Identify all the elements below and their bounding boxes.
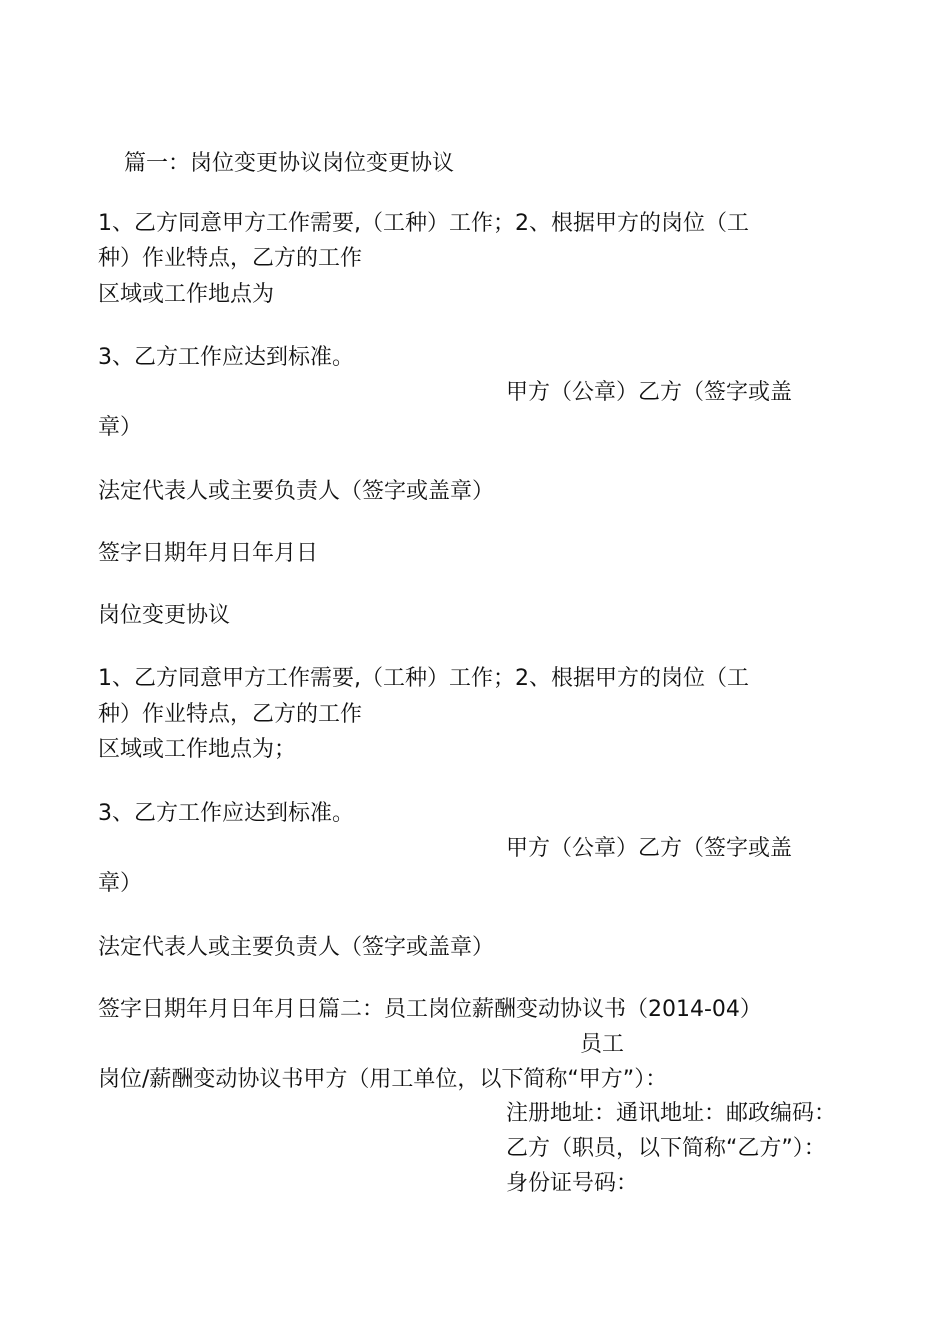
agreement-title: 岗位变更协议 (98, 603, 231, 628)
party-b-line: 乙方（职员，以下简称“乙方”）： (506, 1136, 826, 1161)
employee-label: 员工 (580, 1032, 625, 1057)
sign-date-and-section-2-title: 签字日期年月日年月日篇二：员工岗位薪酬变动协议书（2014-04） (98, 997, 762, 1022)
parties-signature-line-1-repeat: 甲方（公章）乙方（签字或盖 (506, 836, 793, 861)
parties-signature-line-1: 甲方（公章）乙方（签字或盖 (506, 380, 793, 405)
clause-3-repeat: 3、乙方工作应达到标准。 (98, 801, 354, 826)
clause-1-2-line-3: 区域或工作地点为 (98, 282, 275, 307)
parties-signature-line-2-repeat: 章） (98, 871, 143, 896)
legal-representative-line-repeat: 法定代表人或主要负责人（签字或盖章） (98, 935, 495, 960)
clause-1-2-line-2: 种）作业特点，乙方的工作 (98, 246, 363, 271)
clause-1-2-line-1: 1、乙方同意甲方工作需要,（工种）工作；2、根据甲方的岗位（工 (98, 211, 749, 236)
legal-representative-line: 法定代表人或主要负责人（签字或盖章） (98, 479, 495, 504)
clause-1-2-line-3-repeat: 区域或工作地点为； (98, 737, 297, 762)
sign-date-line: 签字日期年月日年月日 (98, 541, 319, 566)
section-1-title: 篇一：岗位变更协议岗位变更协议 (124, 151, 455, 176)
address-line: 注册地址：通讯地址：邮政编码： (506, 1101, 837, 1126)
clause-1-2-line-2-repeat: 种）作业特点，乙方的工作 (98, 702, 363, 727)
clause-3: 3、乙方工作应达到标准。 (98, 345, 354, 370)
doc-title-party-a: 岗位/薪酬变动协议书甲方（用工单位，以下简称“甲方”）： (98, 1067, 668, 1092)
parties-signature-line-2: 章） (98, 415, 143, 440)
clause-1-2-line-1-repeat: 1、乙方同意甲方工作需要,（工种）工作；2、根据甲方的岗位（工 (98, 666, 749, 691)
id-number-line: 身份证号码： (506, 1171, 639, 1196)
